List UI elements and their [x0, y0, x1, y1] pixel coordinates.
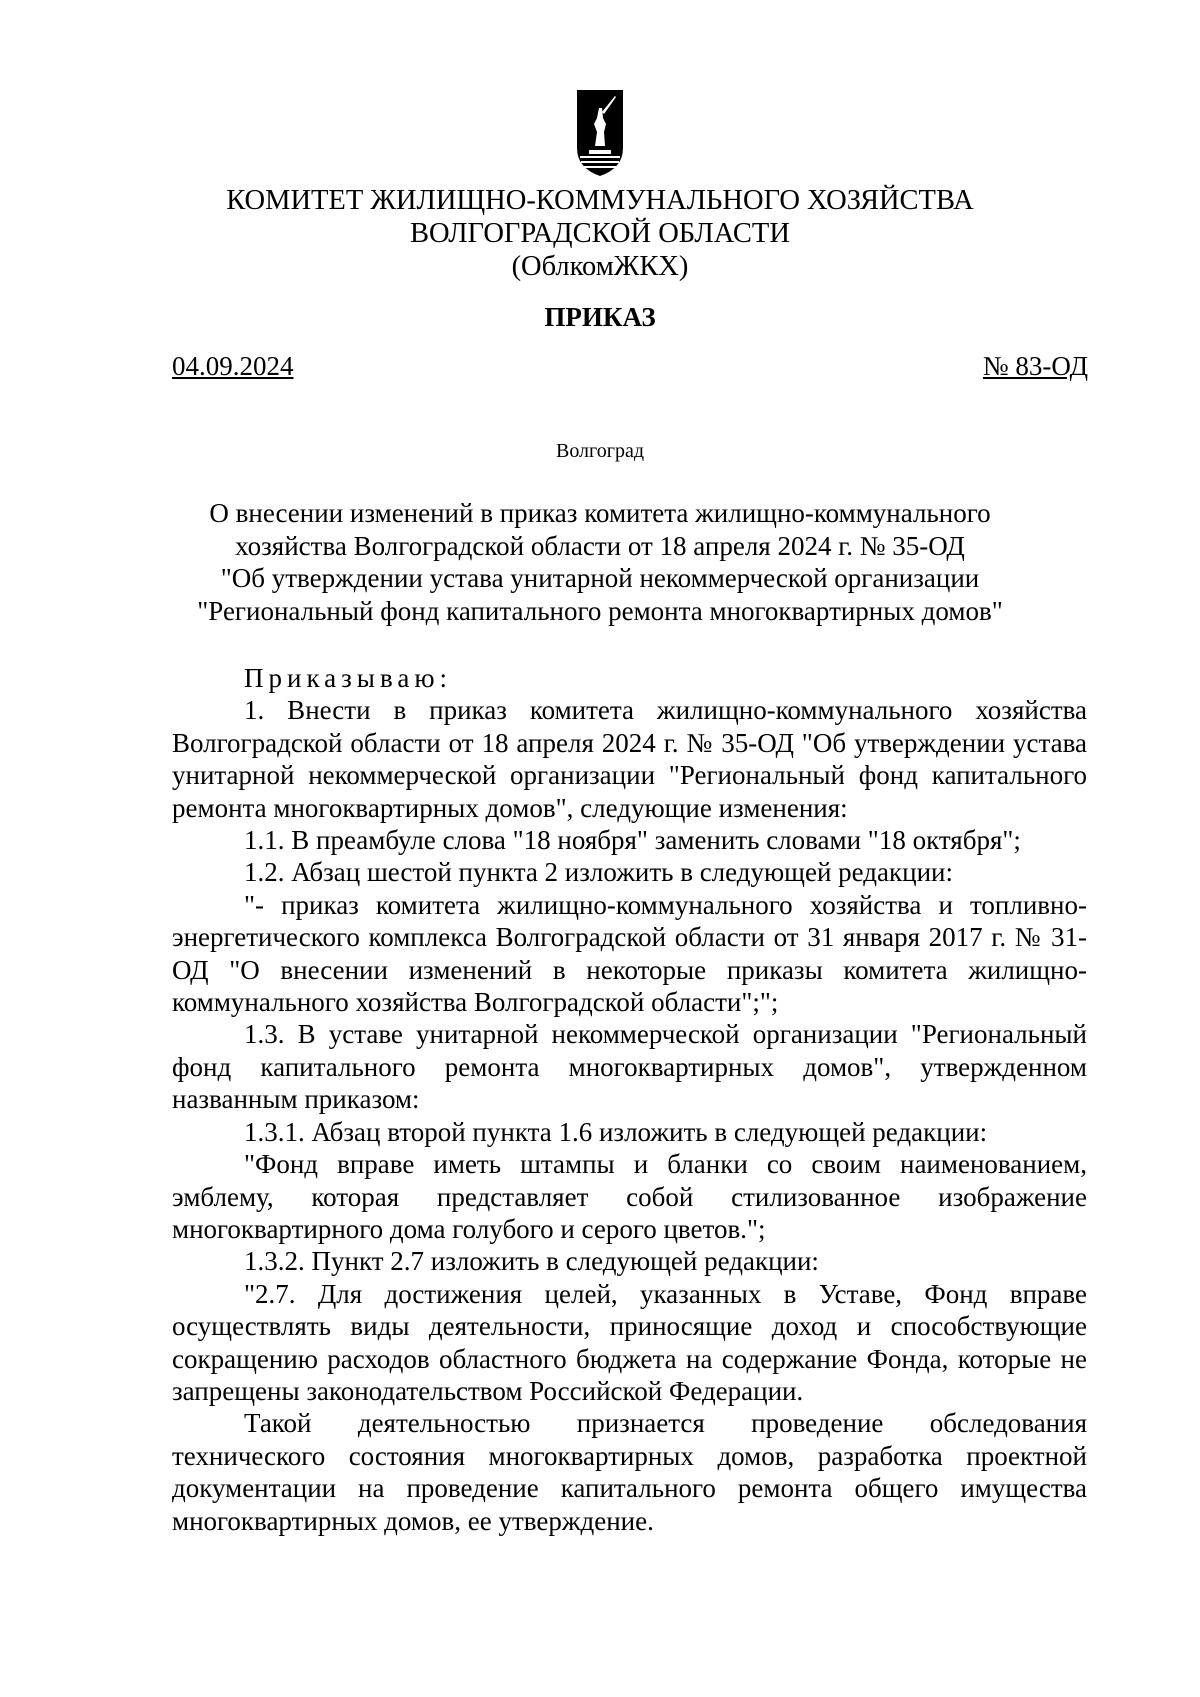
body-paragraph: 1. Внести в приказ комитета жилищно-коммунального хозяйства Волгоградской области от 18 апреля 2024 г. № 35-ОД "Об утверждении устава унитарной некоммерческой организации "Региональный фонд капитального ремонта многоквартирных домов", следующие изменения:	[172, 695, 1087, 823]
title-line: О внесении изменений в приказ комитета жилищно-коммунального	[209, 498, 991, 528]
body-paragraph: 1.1. В преамбуле слова "18 ноября" заменить словами "18 октября";	[244, 825, 1021, 856]
body-paragraph: Такой деятельностью признается проведение обследования технического состояния многоквартирных домов, разработка проектной документации на проведение капитального ремонта общего имущества многоквартирных домов, ее утверждение.	[172, 1408, 1087, 1536]
document-type: ПРИКАЗ	[544, 302, 656, 332]
document-number: № 83-ОД	[982, 351, 1088, 381]
order-word: Приказываю:	[244, 663, 452, 693]
volgograd-coat-of-arms-icon	[575, 88, 625, 178]
body-paragraph: "- приказ комитета жилищно-коммунального хозяйства и топливно-энергетического комплекса Волгоградской области от 31 января 2017 г. № 31-ОД "О внесении изменений в некоторые приказы комитета жилищно-коммунального хозяйства Волгоградской области";";	[172, 889, 1087, 1018]
title-line: "Об утверждении устава унитарной некоммерческой организации	[220, 563, 980, 593]
title-line: "Региональный фонд капитального ремонта многоквартирных домов"	[197, 595, 1003, 626]
body-paragraph: 1.3. В уставе унитарной некоммерческой организации "Региональный фонд капитального ремонта многоквартирных домов", утвержденном названным приказом:	[172, 1019, 1087, 1115]
document-date: 04.09.2024	[172, 351, 294, 381]
document-city: Волгоград	[555, 440, 645, 462]
body-paragraph: 1.2. Абзац шестой пункта 2 изложить в следующей редакции:	[244, 857, 953, 888]
document-body	[172, 662, 1087, 1537]
body-paragraph: "Фонд вправе иметь штампы и бланки со своим наименованием, эмблему, которая представляет собой стилизованное изображение многоквартирного дома голубого и серого цветов.";	[172, 1149, 1087, 1244]
body-paragraph: 1.3.2. Пункт 2.7 изложить в следующей редакции:	[244, 1246, 819, 1277]
title-line: хозяйства Волгоградской области от 18 апреля 2024 г. № 35-ОД	[235, 530, 965, 561]
body-paragraph: 1.3.1. Абзац второй пункта 1.6 изложить в следующей редакции:	[244, 1116, 988, 1147]
document-title	[150, 497, 1050, 627]
body-paragraph: "2.7. Для достижения целей, указанных в Уставе, Фонд вправе осуществлять виды деятельности, приносящие доход и способствующие сокращению расходов областного бюджета на содержание Фонда, которые не запрещены законодательством Российской Федерации.	[172, 1278, 1087, 1406]
org-name-line-2: ВОЛГОГРАДСКОЙ ОБЛАСТИ	[410, 218, 790, 249]
org-short-name: (ОблкомЖКХ)	[511, 251, 689, 282]
org-name-line-1: КОМИТЕТ ЖИЛИЩНО-КОММУНАЛЬНОГО ХОЗЯЙСТВА	[226, 185, 974, 216]
